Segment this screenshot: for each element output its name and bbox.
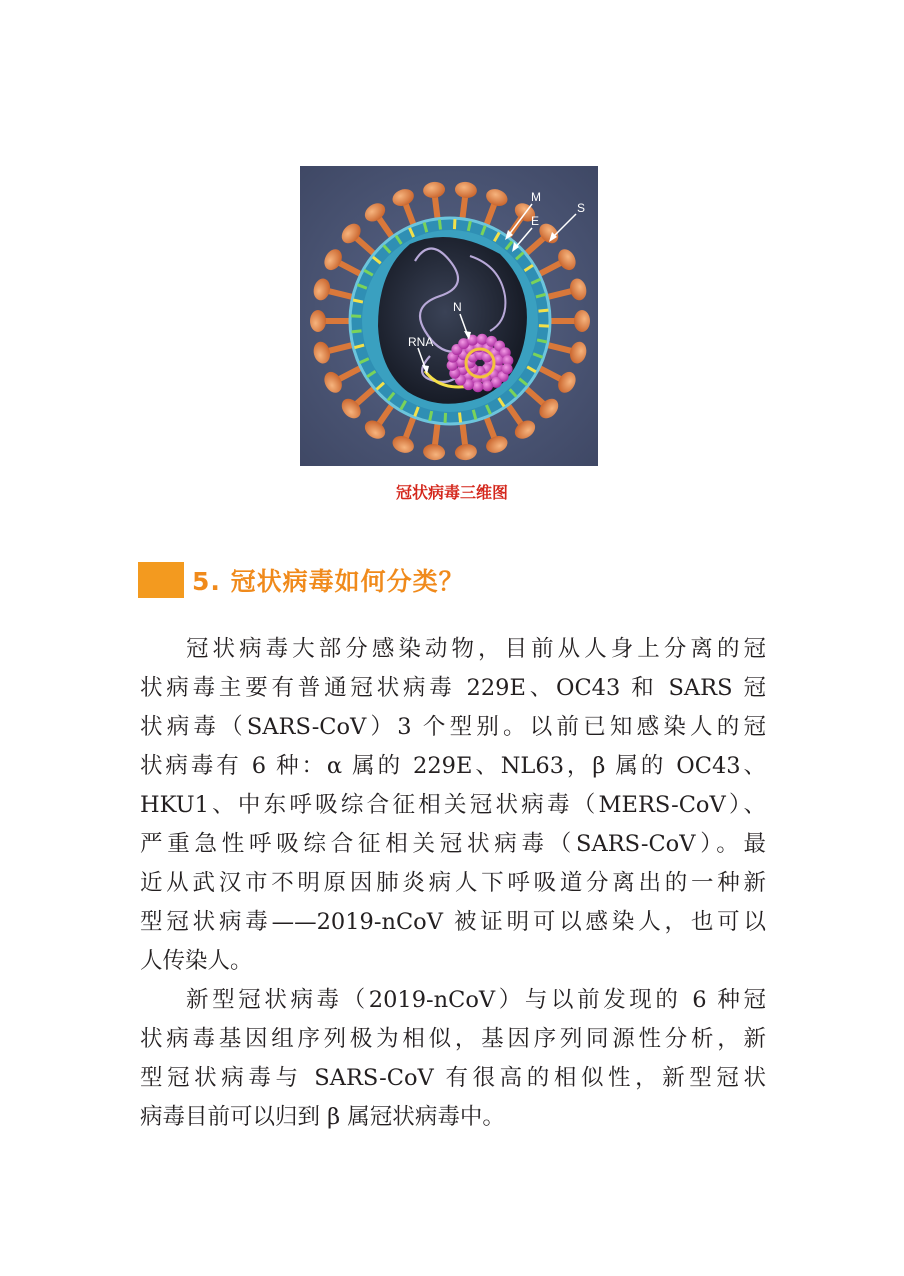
coronavirus-illustration xyxy=(300,166,598,466)
paragraph-line: 状病毒主要有普通冠状病毒 229E、OC43 和 SARS 冠 xyxy=(140,675,766,701)
membrane-protein xyxy=(539,324,549,327)
nucleocapsid-protein xyxy=(502,363,513,374)
paragraph-line: 状病毒有 6 种：α 属的 229E、NL63，β 属的 OC43、 xyxy=(140,753,766,779)
nucleocapsid-protein xyxy=(482,380,493,391)
body-text xyxy=(140,630,766,1137)
membrane-protein xyxy=(351,314,361,317)
paragraph-1 xyxy=(140,630,766,981)
paragraph-line: 新型冠状病毒（2019-nCoV）与以前发现的 6 种冠 xyxy=(186,987,766,1013)
label-e: E xyxy=(531,214,540,228)
label-rna: RNA xyxy=(408,335,434,349)
paragraph-line: 人传染人。 xyxy=(140,948,253,974)
coronavirus-3d-figure xyxy=(300,166,598,466)
paragraph-line: 型冠状病毒与 SARS-CoV 有很高的相似性，新型冠状 xyxy=(140,1065,766,1091)
figure-caption: 冠状病毒三维图 xyxy=(395,483,508,502)
paragraph-line: 状病毒基因组序列极为相似，基因序列同源性分析，新 xyxy=(140,1026,766,1052)
paragraph-2 xyxy=(140,981,766,1137)
label-s: S xyxy=(577,201,586,215)
label-m: M xyxy=(531,190,541,204)
paragraph-line: HKU1、中东呼吸综合征相关冠状病毒（MERS-CoV）、 xyxy=(140,792,766,818)
nucleocapsid-protein xyxy=(472,381,483,392)
label-n: N xyxy=(453,300,462,314)
paragraph-line: 严重急性呼吸综合征相关冠状病毒（SARS-CoV）。最 xyxy=(140,831,766,857)
section-heading xyxy=(138,562,465,598)
heading-marker xyxy=(138,562,184,598)
membrane-protein xyxy=(444,413,447,423)
paragraph-line: 状病毒（SARS-CoV）3 个型别。以前已知感染人的冠 xyxy=(140,714,766,740)
section-title: 5. 冠状病毒如何分类？ xyxy=(192,567,465,596)
paragraph-line: 近从武汉市不明原因肺炎病人下呼吸道分离出的一种新 xyxy=(140,870,766,896)
paragraph-line: 病毒目前可以归到 β 属冠状病毒中。 xyxy=(140,1104,505,1130)
nucleocapsid-protein xyxy=(477,334,488,345)
membrane-protein xyxy=(453,219,456,229)
paragraph-line: 冠状病毒大部分感染动物，目前从人身上分离的冠 xyxy=(186,636,766,662)
paragraph-line: 型冠状病毒——2019-nCoV 被证明可以感染人，也可以 xyxy=(140,909,766,935)
